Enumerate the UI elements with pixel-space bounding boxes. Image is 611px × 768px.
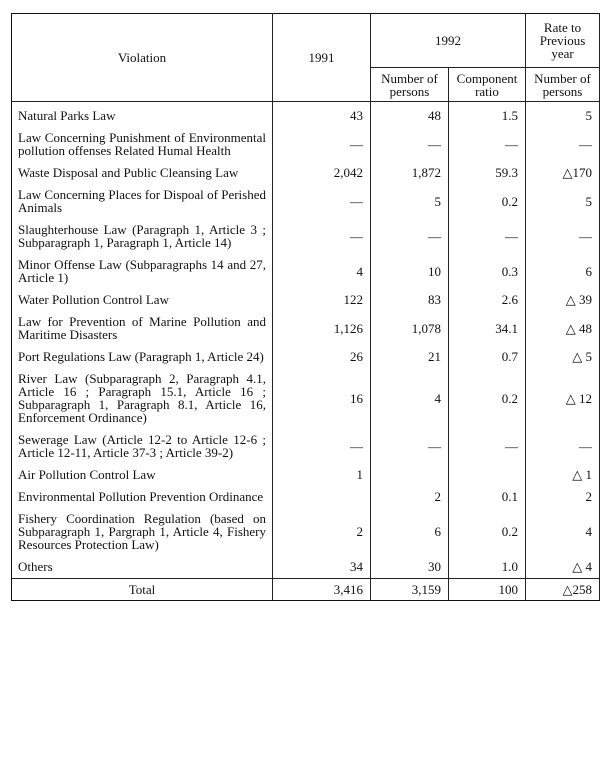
total-row <box>12 579 600 601</box>
value-rate-persons: — <box>526 219 600 254</box>
value-1991: — <box>273 429 371 464</box>
value-rate-persons: △ 48 <box>526 311 600 346</box>
value-1991: 34 <box>273 556 371 579</box>
total-value-rate-persons: △258 <box>526 579 600 601</box>
value-rate-persons: 6 <box>526 254 600 289</box>
value-rate-persons: — <box>526 127 600 162</box>
table-row <box>12 556 600 579</box>
value-1992-persons: 30 <box>371 556 449 579</box>
value-rate-persons: 4 <box>526 508 600 556</box>
violations-table-container <box>11 13 599 601</box>
table-row <box>12 346 600 368</box>
value-1991: — <box>273 219 371 254</box>
violation-name: Natural Parks Law <box>12 102 273 128</box>
value-1992-persons: 6 <box>371 508 449 556</box>
value-rate-persons: 2 <box>526 486 600 508</box>
violation-name: Waste Disposal and Public Cleansing Law <box>12 162 273 184</box>
table-row <box>12 127 600 162</box>
value-1991: — <box>273 127 371 162</box>
value-1991 <box>273 486 371 508</box>
violation-name: Port Regulations Law (Paragraph 1, Article 24) <box>12 346 273 368</box>
value-rate-persons: △170 <box>526 162 600 184</box>
table-row <box>12 219 600 254</box>
value-1992-persons: 10 <box>371 254 449 289</box>
value-1991: 4 <box>273 254 371 289</box>
value-1992-ratio: 0.2 <box>449 368 526 429</box>
value-1992-ratio: 1.5 <box>449 102 526 128</box>
value-1991: 1 <box>273 464 371 486</box>
violation-name: Others <box>12 556 273 579</box>
value-1992-ratio: 1.0 <box>449 556 526 579</box>
table-row <box>12 508 600 556</box>
value-rate-persons: △ 4 <box>526 556 600 579</box>
header-1992-number-of-persons: Number of persons <box>371 68 449 102</box>
header-rate-number-of-persons: Number of persons <box>526 68 600 102</box>
table-row <box>12 486 600 508</box>
violation-name: Law Concerning Places for Dispoal of Perished Animals <box>12 184 273 219</box>
violation-name: River Law (Subparagraph 2, Paragraph 4.1, Article 16 ; Paragraph 15.1, Article 16 ; Subparagraph 1, Paragraph 8.1, Article 16, Enforcement Ordinance) <box>12 368 273 429</box>
value-1992-persons: 48 <box>371 102 449 128</box>
value-1991: 43 <box>273 102 371 128</box>
value-1992-ratio: — <box>449 127 526 162</box>
value-1992-persons: 5 <box>371 184 449 219</box>
total-value-1992-persons: 3,159 <box>371 579 449 601</box>
value-1992-ratio: 0.2 <box>449 508 526 556</box>
violation-name: Water Pollution Control Law <box>12 289 273 311</box>
value-1992-persons: 4 <box>371 368 449 429</box>
value-rate-persons: △ 1 <box>526 464 600 486</box>
header-1991: 1991 <box>273 14 371 102</box>
value-1992-ratio: — <box>449 219 526 254</box>
value-1992-ratio: 0.1 <box>449 486 526 508</box>
value-rate-persons: 5 <box>526 102 600 128</box>
value-1991: — <box>273 184 371 219</box>
violations-table <box>11 13 600 601</box>
total-value-1991: 3,416 <box>273 579 371 601</box>
violation-name: Law for Prevention of Marine Pollution and Maritime Disasters <box>12 311 273 346</box>
value-1992-persons: 83 <box>371 289 449 311</box>
value-1992-persons: 2 <box>371 486 449 508</box>
violation-name: Sewerage Law (Article 12-2 to Article 12-6 ; Article 12-11, Article 37-3 ; Article 39-2) <box>12 429 273 464</box>
table-row <box>12 429 600 464</box>
value-1991: 26 <box>273 346 371 368</box>
violation-name: Law Concerning Punishment of Environmental pollution offenses Related Humal Health <box>12 127 273 162</box>
value-1992-ratio: — <box>449 429 526 464</box>
header-1992: 1992 <box>371 14 526 68</box>
value-1992-ratio: 2.6 <box>449 289 526 311</box>
value-1991: 2 <box>273 508 371 556</box>
value-1992-persons: 1,872 <box>371 162 449 184</box>
value-1991: 16 <box>273 368 371 429</box>
violation-name: Minor Offense Law (Subparagraphs 14 and 27, Article 1) <box>12 254 273 289</box>
value-1992-ratio: 59.3 <box>449 162 526 184</box>
violation-name: Air Pollution Control Law <box>12 464 273 486</box>
violation-name: Environmental Pollution Prevention Ordinance <box>12 486 273 508</box>
header-1992-component-ratio: Component ratio <box>449 68 526 102</box>
table-row <box>12 102 600 128</box>
total-value-1992-ratio: 100 <box>449 579 526 601</box>
table-header <box>12 14 600 102</box>
table-row <box>12 368 600 429</box>
table-row <box>12 289 600 311</box>
value-1991: 122 <box>273 289 371 311</box>
value-1992-persons: — <box>371 219 449 254</box>
value-1992-persons: — <box>371 429 449 464</box>
value-rate-persons: — <box>526 429 600 464</box>
total-label: Total <box>12 579 273 601</box>
value-1992-ratio <box>449 464 526 486</box>
header-rate-to-previous-year: Rate to Previous year <box>526 14 600 68</box>
value-1992-persons: — <box>371 127 449 162</box>
value-1992-ratio: 0.3 <box>449 254 526 289</box>
value-1991: 1,126 <box>273 311 371 346</box>
table-row <box>12 254 600 289</box>
value-1992-ratio: 0.2 <box>449 184 526 219</box>
value-rate-persons: △ 5 <box>526 346 600 368</box>
value-1992-persons <box>371 464 449 486</box>
value-rate-persons: △ 12 <box>526 368 600 429</box>
violation-name: Fishery Coordination Regulation (based on Subparagraph 1, Pargraph 1, Article 4, Fishery Resources Protection Law) <box>12 508 273 556</box>
header-violation: Violation <box>12 14 273 102</box>
value-rate-persons: △ 39 <box>526 289 600 311</box>
table-row <box>12 311 600 346</box>
table-row <box>12 162 600 184</box>
value-rate-persons: 5 <box>526 184 600 219</box>
value-1991: 2,042 <box>273 162 371 184</box>
violation-name: Slaughterhouse Law (Paragraph 1, Article 3 ; Subparagraph 1, Paragraph 1, Article 14) <box>12 219 273 254</box>
value-1992-persons: 21 <box>371 346 449 368</box>
table-row <box>12 464 600 486</box>
value-1992-ratio: 0.7 <box>449 346 526 368</box>
value-1992-ratio: 34.1 <box>449 311 526 346</box>
table-body <box>12 102 600 601</box>
value-1992-persons: 1,078 <box>371 311 449 346</box>
table-row <box>12 184 600 219</box>
